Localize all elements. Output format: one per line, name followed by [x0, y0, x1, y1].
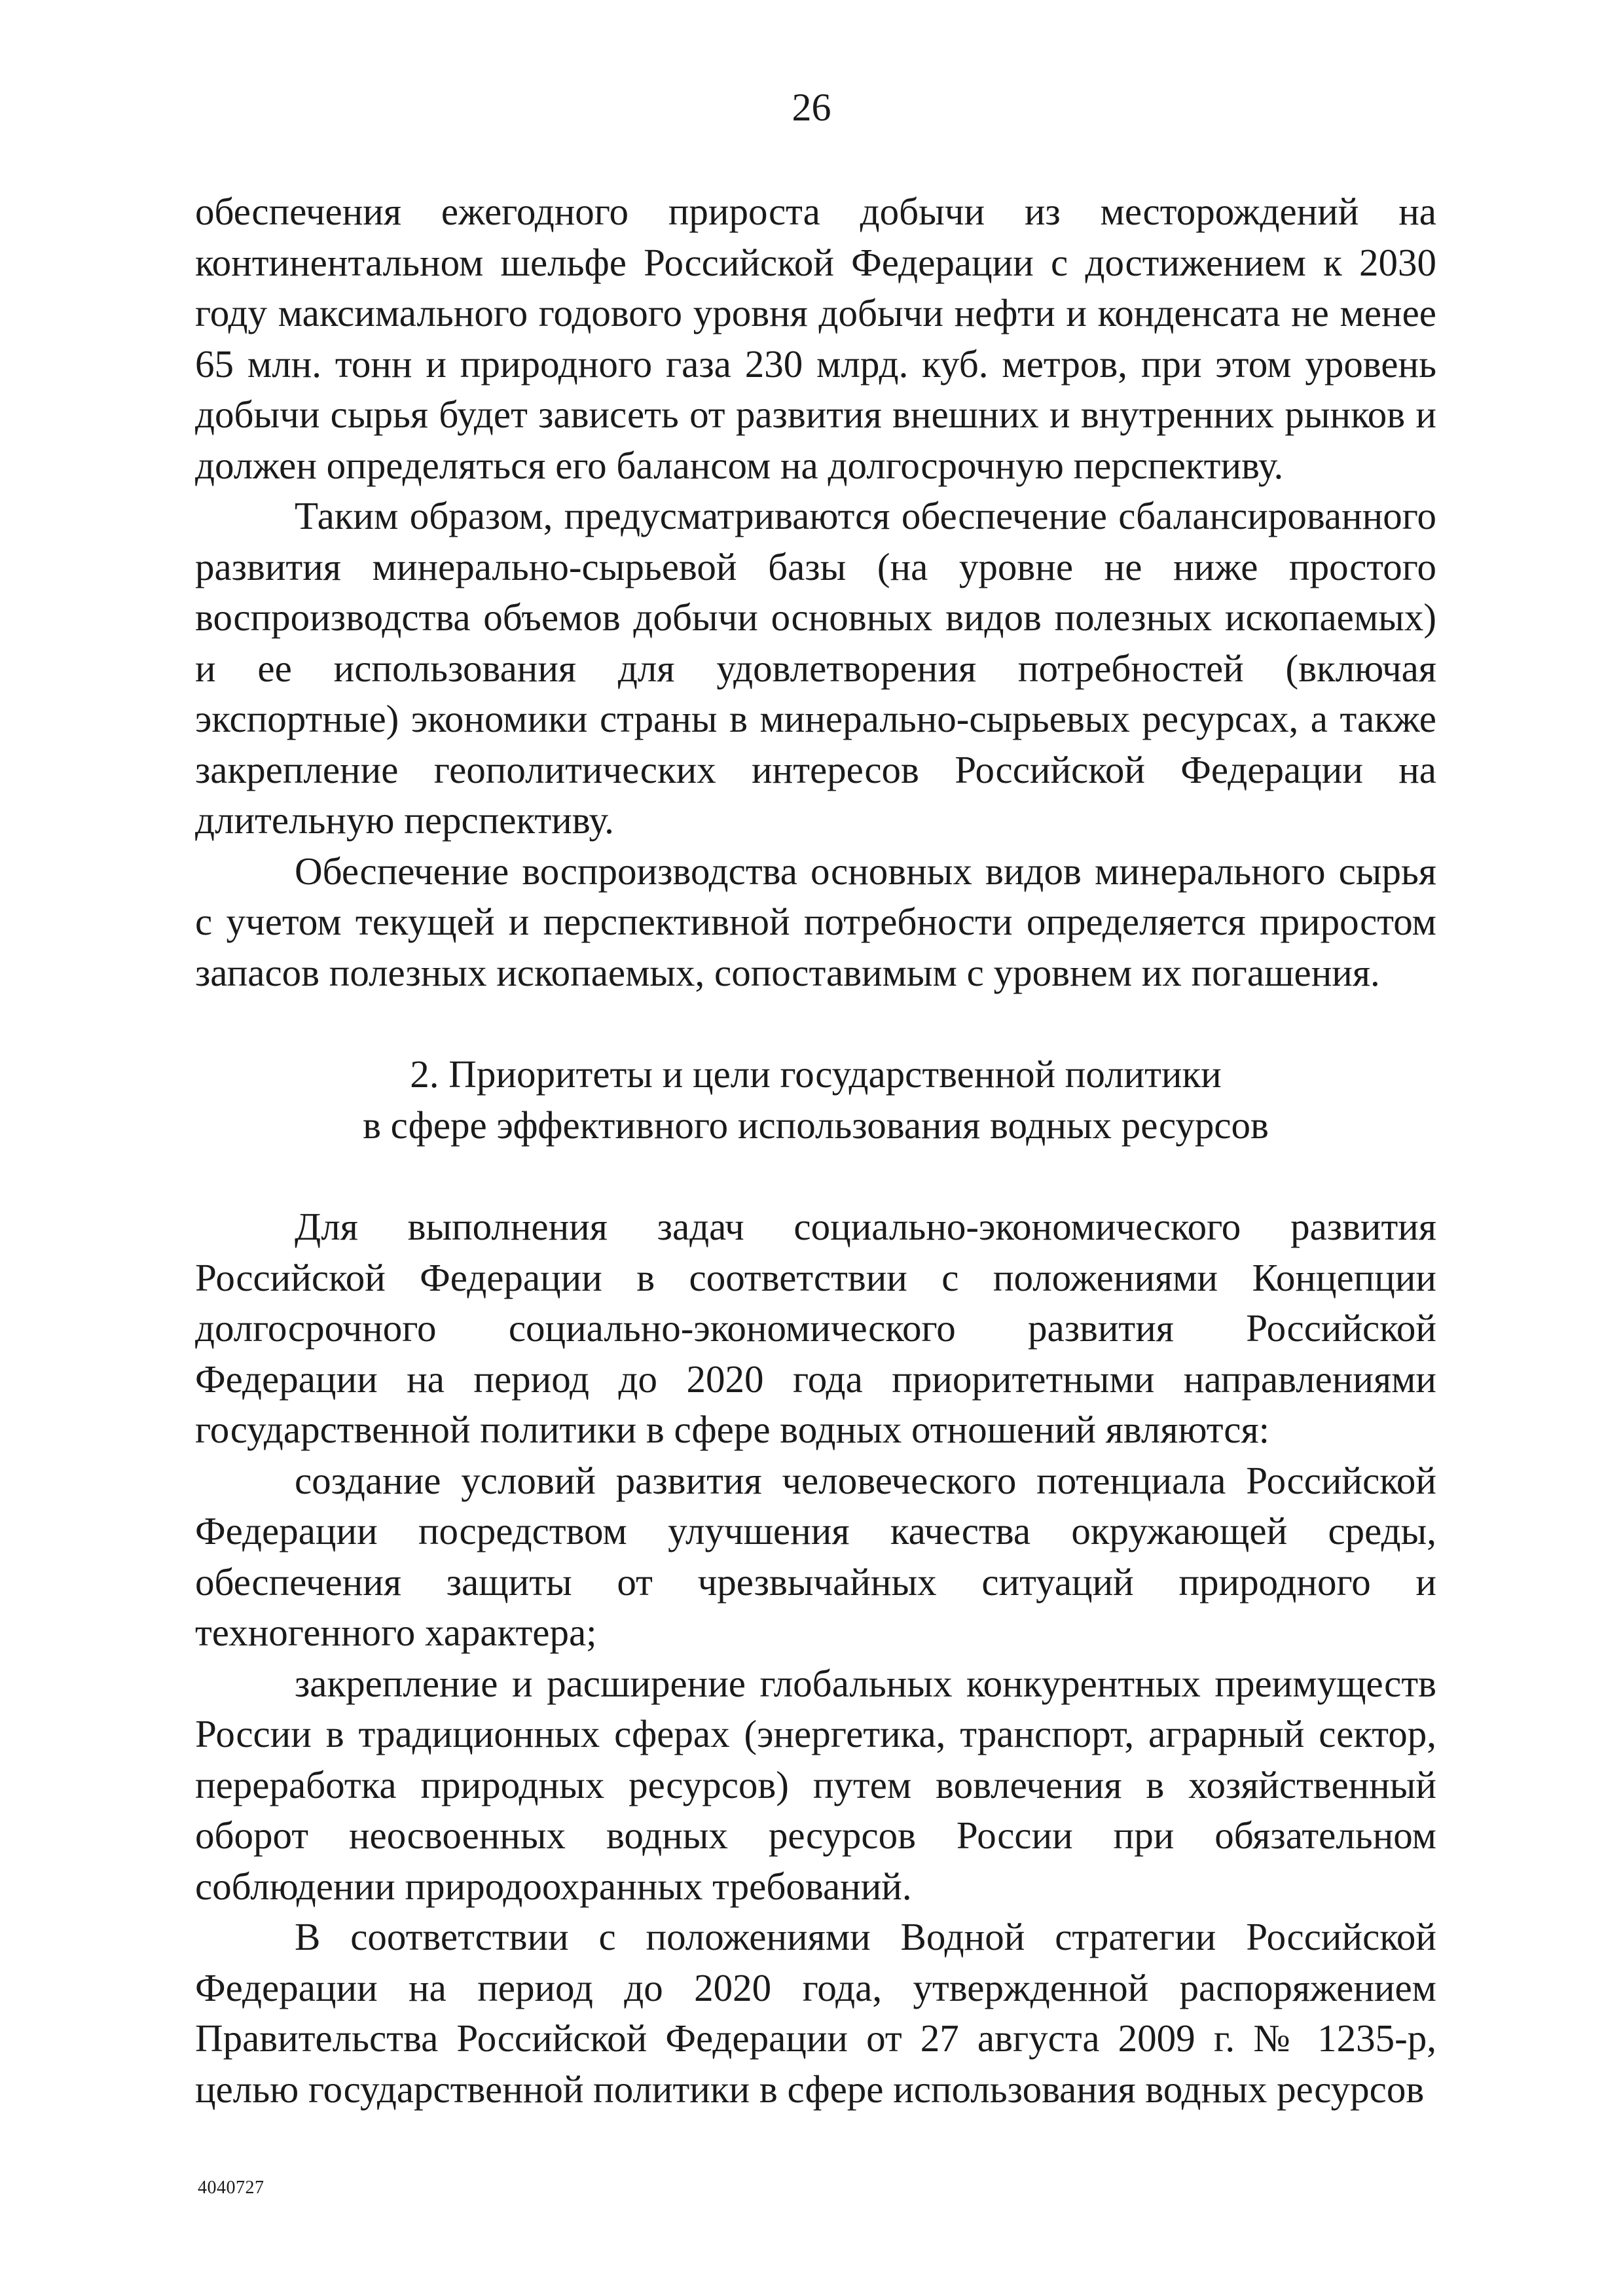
paragraph-balanced-development: Таким образом, предусматриваются обеспечение сбалансированного развития минерально-сырьевой базы (на уровне не ниже простого воспроизводства объемов добычи основных видов полезных ископаемых) и ее использования для удовлетворения потребностей (включая экспортные) экономики страны в минерально-сырьевых ресурсах, а также закрепление геополитических интересов Российской Федерации на длительную перспективу. — [195, 494, 1436, 842]
section-heading-line-1: 2. Приоритеты и цели государственной политики — [410, 1052, 1222, 1096]
paragraph-water-strategy: В соответствии с положениями Водной стратегии Российской Федерации на период до 2020 года, утвержденной распоряжением Правительства Российской Федерации от 27 августа 2009 г. № 1235-р, целью государственной политики в сфере использования водных ресурсов — [195, 1915, 1436, 2111]
document-body — [195, 187, 1436, 2115]
footer-document-code: 4040727 — [198, 2178, 264, 2198]
section-heading — [195, 1049, 1436, 1151]
page-number: 26 — [792, 86, 831, 129]
paragraph-continuation: обеспечения ежегодного прироста добычи из месторождений на континентальном шельфе Российской Федерации с достижением к 2030 году максимального годового уровня добычи нефти и конденсата не менее 65 млн. тонн и природного газа 230 млрд. куб. метров, при этом уровень добычи сырья будет зависеть от развития внешних и внутренних рынков и должен определяться его балансом на долгосрочную перспективу. — [195, 190, 1436, 487]
paragraph-reproduction: Обеспечение воспроизводства основных видов минерального сырья с учетом текущей и перспективной потребности определяется приростом запасов полезных ископаемых, сопоставимым с уровнем их погашения. — [195, 849, 1436, 994]
paragraph-priorities-intro: Для выполнения задач социально-экономического развития Российской Федерации в соответствии с положениями Концепции долгосрочного социально-экономического развития Российской Федерации на период до 2020 года приоритетными направлениями государственной политики в сфере водных отношений являются: — [195, 1205, 1436, 1451]
section-heading-line-2: в сфере эффективного использования водных ресурсов — [363, 1103, 1269, 1147]
paragraph-competitive-advantages: закрепление и расширение глобальных конкурентных преимуществ России в традиционных сферах (энергетика, транспорт, аграрный сектор, переработка природных ресурсов) путем вовлечения в хозяйственный оборот неосвоенных водных ресурсов России при обязательном соблюдении природоохранных требований. — [195, 1661, 1436, 1908]
paragraph-human-potential: создание условий развития человеческого потенциала Российской Федерации посредством улучшения качества окружающей среды, обеспечения защиты от чрезвычайных ситуаций природного и техногенного характера; — [195, 1458, 1436, 1654]
